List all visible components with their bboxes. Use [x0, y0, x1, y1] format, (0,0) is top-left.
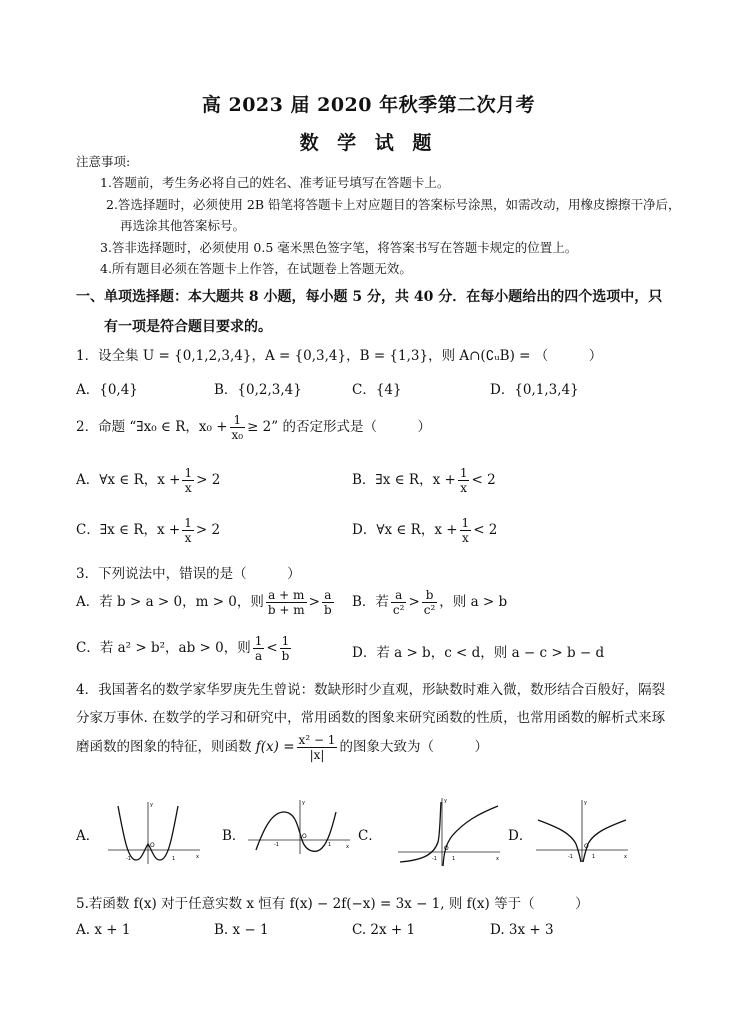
q2-b-pre: B．∃x ∈ R，x + — [352, 472, 456, 488]
q3-b-d1: c² — [392, 603, 405, 617]
notice-item-2: 2.答选择题时，必须使用 2B 铅笔将答题卡上对应题目的答案标号涂黑，如需改动，用橡皮擦擦干净后， — [106, 197, 681, 212]
q2-c-pre: C．∃x ∈ R，x + — [76, 522, 181, 538]
question-4-line-3 — [76, 733, 488, 762]
q3-c-d1: a — [254, 649, 263, 663]
exam-subtitle: 数 学 试 题 — [299, 132, 438, 154]
svg-text:y: y — [584, 800, 587, 806]
notice-heading: 注意事项: — [76, 154, 131, 169]
svg-text:x: x — [346, 844, 349, 850]
svg-text:-1: -1 — [568, 854, 573, 860]
q2-option-a — [76, 466, 220, 495]
q2-a-num: 1 — [184, 466, 193, 480]
svg-text:y: y — [302, 800, 305, 806]
svg-text:-1: -1 — [432, 856, 437, 862]
q4-graph-d — [532, 798, 632, 864]
q2-c-post: > 2 — [195, 522, 221, 538]
notice-item-4: 4.所有题目必须在答题卡上作答，在试题卷上答题无效。 — [100, 261, 412, 276]
q3-b-mid: > — [408, 594, 420, 610]
q2-frac-num: 1 — [230, 413, 246, 428]
q3-c-n2: 1 — [280, 634, 292, 649]
q2-b-den: x — [460, 481, 468, 495]
q1-option-b: B．{0,2,3,4} — [214, 382, 302, 398]
svg-text:x: x — [624, 854, 627, 860]
q3-b-post: ，则 a > b — [439, 594, 508, 610]
q4-fx: f(x) = — [255, 739, 295, 755]
notice-item-3: 3.答非选择题时，必须使用 0.5 毫米黑色签字笔，将答案书写在答题卡规定的位置上。 — [100, 240, 578, 255]
q5-option-d: D. 3x + 3 — [490, 922, 554, 938]
q2-d-den: x — [461, 531, 469, 545]
q3-c-d2: b — [281, 649, 290, 663]
q3-a-pre: A．若 b > a > 0，m > 0，则 — [76, 594, 264, 610]
svg-text:O: O — [584, 843, 589, 850]
q2-d-pre: D．∀x ∈ R，x + — [352, 522, 458, 538]
question-3-stem: 3．下列说法中，错误的是（ ） — [76, 566, 301, 582]
q1-option-d: D．{0,1,3,4} — [490, 382, 579, 398]
q3-option-b — [352, 588, 507, 617]
q4-line3-post: 的图象大致为（ ） — [339, 739, 488, 755]
svg-text:x: x — [496, 856, 499, 862]
question-4-line-2: 分家万事休. 在数学的学习和研究中，常用函数的图象来研究函数的性质，也常用函数的解析式来琢 — [76, 710, 666, 726]
q4-option-c-label: C． — [358, 828, 382, 844]
q2-b-post: < 2 — [471, 472, 496, 488]
q3-c-mid: < — [266, 640, 278, 656]
q5-option-c: C. 2x + 1 — [352, 922, 416, 938]
notice-item-1: 1.答题前，考生务必将自己的姓名、准考证号填写在答题卡上。 — [100, 175, 450, 190]
svg-text:1: 1 — [328, 842, 332, 848]
svg-text:O: O — [302, 833, 307, 840]
svg-text:1: 1 — [172, 856, 176, 862]
q2-option-b — [352, 466, 496, 495]
q3-b-n2: b — [422, 588, 438, 603]
question-1-stem: 1．设全集 U = {0,1,2,3,4}，A = {0,3,4}，B = {1,3}，则 A∩(∁ᵤB) = （ ） — [76, 348, 603, 364]
q2-c-num: 1 — [184, 516, 192, 530]
question-2-stem — [76, 413, 431, 442]
q3-b-pre: B．若 — [352, 594, 389, 610]
q5-option-a: A. x + 1 — [76, 922, 131, 938]
q2-d-num: 1 — [461, 516, 470, 530]
q2-frac-den: x₀ — [231, 428, 244, 442]
q2-d-post: < 2 — [473, 522, 498, 538]
q3-a-mid: > — [308, 594, 320, 610]
q4-option-b-label: B． — [222, 828, 246, 844]
section-heading-cont: 有一项是符合题目要求的。 — [104, 319, 272, 335]
q3-a-d2: b — [323, 603, 332, 617]
q3-a-n1: a + m — [266, 588, 307, 603]
q2-a-post: > 2 — [196, 472, 221, 488]
q4-line3-pre: 磨函数的图象的特征，则函数 — [76, 739, 252, 755]
q2-stem-post: ≥ 2” 的否定形式是（ ） — [247, 419, 431, 435]
q4-option-d-label: D． — [508, 828, 533, 844]
svg-text:x: x — [196, 854, 199, 860]
svg-text:y: y — [150, 802, 153, 808]
svg-text:-1: -1 — [274, 842, 279, 848]
notice-item-2-cont: 再选涂其他答案标号。 — [120, 218, 246, 233]
q3-c-pre: C．若 a² > b²，ab > 0，则 — [76, 640, 251, 656]
q3-option-a — [76, 588, 336, 617]
svg-text:y: y — [444, 798, 447, 804]
section-heading: 一、单项选择题：本大题共 8 小题，每小题 5 分，共 40 分．在每小题给出的四个选项中，只 — [76, 289, 663, 305]
q1-option-a: A．{0,4} — [76, 382, 138, 398]
q1-option-c: C．{4} — [352, 382, 402, 398]
q2-c-den: x — [184, 531, 192, 545]
q4-graph-b — [244, 798, 354, 856]
q2-option-d — [352, 516, 497, 545]
q5-option-b: B. x − 1 — [214, 922, 269, 938]
q2-fraction — [230, 413, 246, 442]
q3-c-n1: 1 — [254, 634, 263, 648]
exam-title: 高 2023 届 2020 年秋季第二次月考 — [201, 94, 536, 116]
svg-text:1: 1 — [452, 856, 456, 862]
q3-a-d1: b + m — [267, 603, 305, 617]
q4-frac-num: x² − 1 — [298, 733, 336, 747]
question-4-line-1: 4．我国著名的数学家华罗庚先生曾说：数缺形时少直观，形缺数时难入微，数形结合百般好，隔裂 — [76, 682, 666, 698]
q2-a-den: x — [184, 481, 192, 495]
q3-b-d2: c² — [423, 603, 436, 617]
question-5-stem: 5.若函数 f(x) 对于任意实数 x 恒有 f(x) − 2f(−x) = 3x − 1, 则 f(x) 等于（ ） — [76, 896, 589, 912]
q4-option-a-label: A． — [76, 828, 100, 844]
q2-b-num: 1 — [459, 466, 468, 480]
q4-frac-den: |x| — [309, 748, 325, 762]
q3-b-n1: a — [391, 588, 407, 603]
svg-text:-1: -1 — [126, 856, 131, 862]
q2-stem-pre: 2．命题 “∃x₀ ∈ R，x₀ + — [76, 419, 228, 435]
q3-option-d: D．若 a > b，c < d，则 a − c > b − d — [352, 645, 605, 661]
q4-graph-c — [394, 796, 504, 868]
q3-option-c — [76, 634, 293, 663]
q2-option-c — [76, 516, 220, 545]
q3-a-n2: a — [322, 588, 334, 603]
q4-graph-a — [104, 798, 204, 866]
svg-text:O: O — [150, 842, 155, 849]
svg-text:1: 1 — [592, 854, 596, 860]
q2-a-pre: A．∀x ∈ R，x + — [76, 472, 181, 488]
svg-text:O: O — [444, 845, 449, 852]
